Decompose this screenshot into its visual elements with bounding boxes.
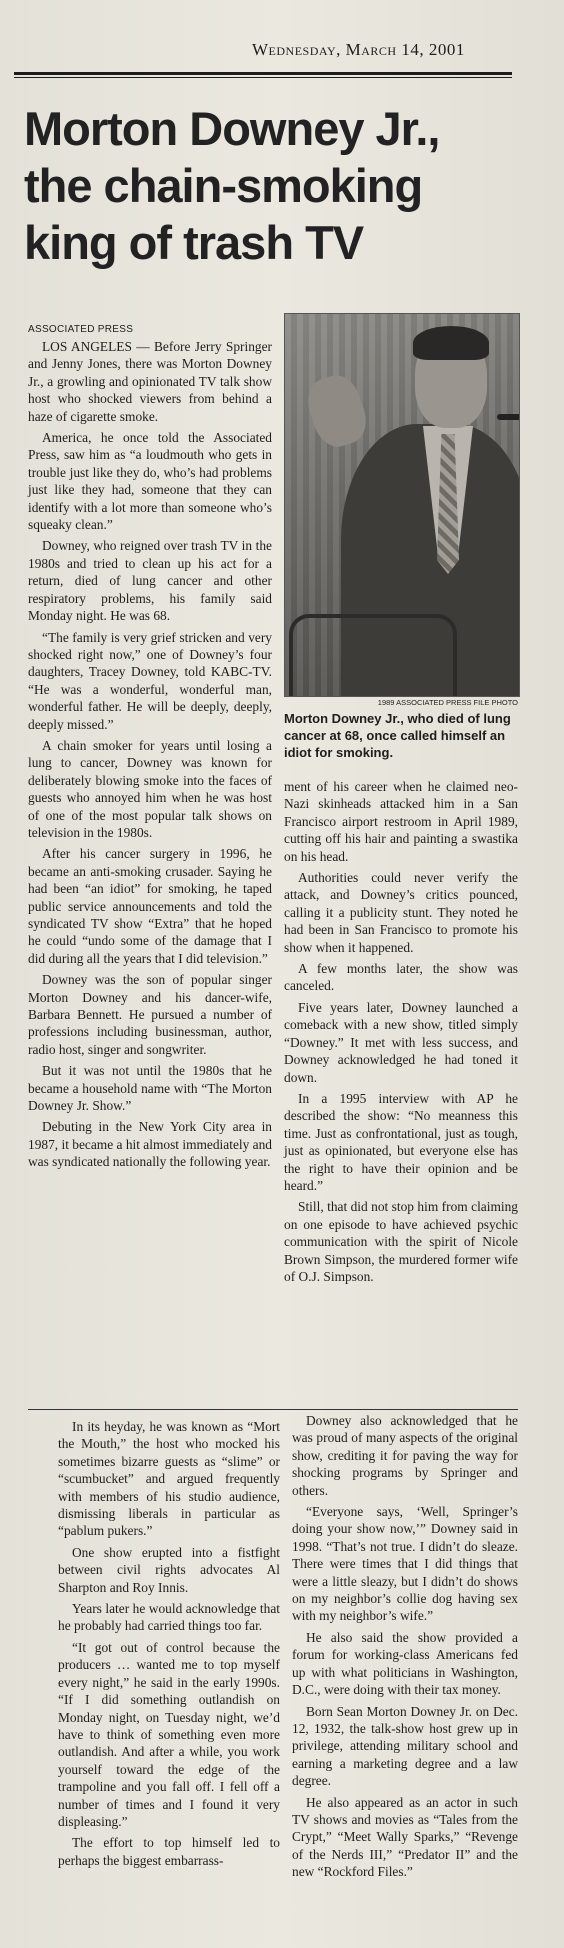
paragraph: Downey also acknowledged that he was proud of many aspects of the original show, crediting it for paving the way for shocking programs by Springer and others. xyxy=(292,1413,518,1498)
paragraph: Still, that did not stop him from claiming on one episode to have achieved psychic communication with the spirit of Nicole Brown Simpson, the murdered former wife of O.J. Simpson. xyxy=(284,1199,518,1284)
paragraph: Born Sean Morton Downey Jr. on Dec. 12, 1932, the talk-show host grew up in privilege, attending military school and earning a marketing degree and a law degree. xyxy=(292,1703,518,1789)
paragraph: Debuting in the New York City area in 1987, it became a hit almost immediately and was syndicated nationally the following year. xyxy=(28,1119,272,1170)
article-column-2-bottom xyxy=(292,1412,518,1885)
paragraph: He also said the show provided a forum for working-class Americans fed up with what politicians in Washington, D.C., were doing with their tax money. xyxy=(292,1629,518,1698)
paragraph: But it was not until the 1980s that he became a household name with “The Morton Downey Jr. Show.” xyxy=(28,1063,272,1114)
paragraph: “It got out of control because the producers … wanted me to top myself every night,” he said in the early 1990s. “If I did something outlandish on Monday night, on Tuesday night, we’d have to think of something even more outlandish. And after a while, you work yourself toward the edge of the trampoline and you fall off. I fell off a number of times and I found it very displeasing.” xyxy=(58,1639,280,1829)
headline-line: king of trash TV xyxy=(24,216,364,269)
paragraph: ment of his career when he claimed neo-Nazi skinheads attacked him in a San Francisco airport restroom in April 1989, cutting off his hair and painting a swastika on his head. xyxy=(284,779,518,864)
article-column-1-bottom xyxy=(58,1418,280,1873)
headline xyxy=(24,100,524,271)
paragraph: A few months later, the show was canceled. xyxy=(284,961,518,994)
paragraph: LOS ANGELES — Before Jerry Springer and Jenny Jones, there was Morton Downey Jr., a growling and opinionated TV talk show host who shocked viewers from behind a haze of cigarette smoke. xyxy=(28,339,272,424)
paragraph: “The family is very grief stricken and very shocked right now,” one of Downey’s four daughters, Tracey Downey, told KABC-TV. “He was a wonderful, wonderful man, wonderful father. He will be deeply, deeply, deeply missed.” xyxy=(28,629,272,732)
paragraph: One show erupted into a fistfight between civil rights advocates Al Sharpton and Roy Innis. xyxy=(58,1544,280,1595)
paragraph: A chain smoker for years until losing a lung to cancer, Downey was known for deliberately blowing smoke into the faces of guests who annoyed him when he was host of one of the most popular talk shows on television in the 1980s. xyxy=(28,737,272,840)
issue-date: Wednesday, March 14, 2001 xyxy=(252,40,465,59)
photo-chair xyxy=(289,614,457,697)
masthead-rule xyxy=(14,72,512,75)
byline: ASSOCIATED PRESS xyxy=(28,324,134,335)
masthead-rule-thin xyxy=(14,77,512,78)
article-column-1-top xyxy=(28,338,272,1175)
paragraph: Five years later, Downey launched a comeback with a new show, titled simply “Downey.” It met with less success, and Downey acknowledged he had toned it down. xyxy=(284,999,518,1085)
paragraph: Authorities could never verify the attack, and Downey’s critics pounced, calling it a publicity stunt. They noted he had been in San Francisco to promote his show when it happened. xyxy=(284,870,518,955)
section-divider xyxy=(28,1409,518,1410)
headline-line: Morton Downey Jr., xyxy=(24,102,440,155)
headline-line: the chain-smoking xyxy=(24,159,423,212)
paragraph: He also appeared as an actor in such TV shows and movies as “Tales from the Crypt,” “Meet Wally Sparks,” “Revenge of the Nerds III,” “Predator II” and the new “Rockford Files.” xyxy=(292,1794,518,1880)
paragraph: In its heyday, he was known as “Mort the Mouth,” the host who mocked his sometimes bizarre guests as “slime” or “scumbucket” and argued frequently with members of his studio audience, dismissing liberals in particular as “pablum pukers.” xyxy=(58,1419,280,1539)
paragraph: The effort to top himself led to perhaps the biggest embarrass- xyxy=(58,1835,280,1868)
photo-credit: 1989 ASSOCIATED PRESS FILE PHOTO xyxy=(377,698,518,707)
paragraph: America, he once told the Associated Press, saw him as “a loudmouth who gets in trouble just like they do, who’s had problems just like they had, someone that they can identify with a lot more than someone who’s squeaky clean.” xyxy=(28,430,272,533)
paragraph: “Everyone says, ‘Well, Springer’s doing your show now,’” Downey said in 1998. “That’s not true. I didn’t do sleaze. There were times that I did things that were a little sleazy, but I didn’t do shows on my neighbor’s collie dog having sex with my neighbor’s wife.” xyxy=(292,1504,518,1624)
paragraph: Downey was the son of popular singer Morton Downey and his dancer-wife, Barbara Bennett. He pursued a number of professions including businessman, author, radio host, singer and songwriter. xyxy=(28,972,272,1057)
paragraph: In a 1995 interview with AP he described the show: “No meanness this time. Just as confrontational, just as tough, just as opinionated, but everyone else has the right to have their opinion and be heard.” xyxy=(284,1090,518,1193)
paragraph: Years later he would acknowledge that he probably had carried things too far. xyxy=(58,1601,280,1634)
news-photo xyxy=(284,313,520,697)
photo-figure-hair xyxy=(413,326,489,360)
microphone-icon xyxy=(497,414,520,420)
paragraph: After his cancer surgery in 1996, he became an anti-smoking crusader. Saying he had been “an idiot” for smoking, he taped public service announcements and told the syndicated TV show “Extra” that he hoped he could “undo some of the damage that I did during all the years that I did television.” xyxy=(28,846,272,966)
article-column-2-top xyxy=(284,778,518,1289)
paragraph: Downey, who reigned over trash TV in the 1980s and tried to clean up his act for a return, died of lung cancer and other respiratory problems, his family said Monday night. He was 68. xyxy=(28,538,272,624)
photo-caption: Morton Downey Jr., who died of lung cancer at 68, once called himself an idiot for smoking. xyxy=(284,711,511,760)
